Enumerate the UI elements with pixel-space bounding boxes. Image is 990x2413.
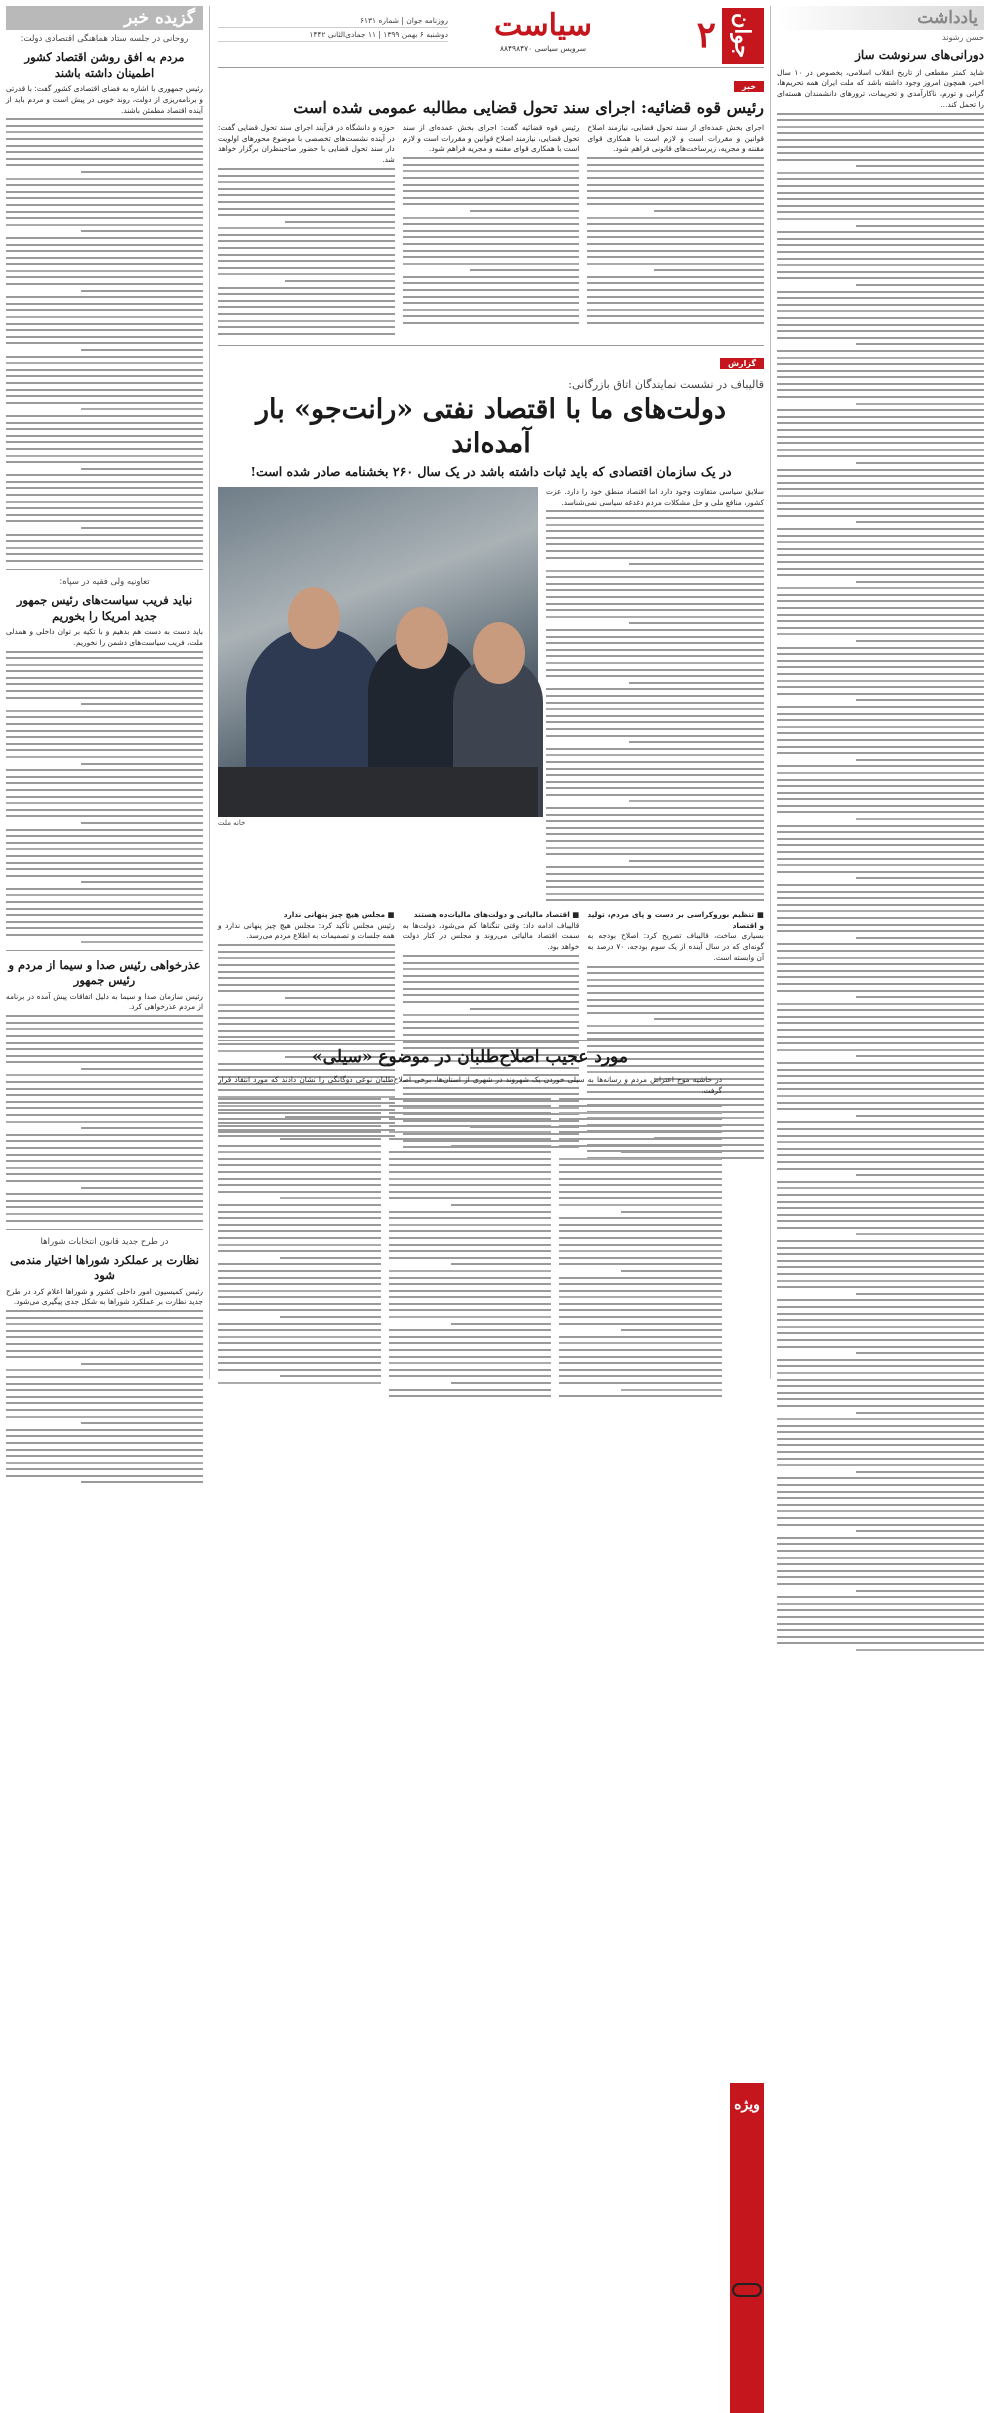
right-headline[interactable]: دورانی‌های سرنوشت ساز [855,48,984,62]
story1-col3-filler [218,168,395,335]
story2-headline[interactable]: دولت‌های ما با اقتصاد نفتی «رانت‌جو» بار آمده‌اند [255,394,726,460]
masthead [218,6,764,68]
news2-filler [6,651,203,943]
story2-body-c: رئیس مجلس تأکید کرد: مجلس هیچ چیز پنهانی ندارد و همه جلسات و تصمیمات به اطلاع مردم می‌رسد. [217,920,395,941]
news4-kicker: در طرح جدید قانون انتخابات شوراها [40,1236,169,1247]
news2-headline[interactable]: نباید فریب سیاست‌های رئیس جمهور جدید امریکا را بخوریم [16,593,193,623]
section-title-block [453,8,633,53]
newspaper-logo[interactable]: جوان [722,8,764,64]
news4-body: رئیس کمیسیون امور داخلی کشور و شوراها اعلام کرد در طرح جدید نظارت بر عملکرد شوراها به شکل جدی پیگیری می‌شود. [6,1286,203,1307]
news4-filler [6,1310,203,1483]
story2-subhead-c: ■ مجلس هیچ چیز پنهانی ندارد [283,909,395,919]
story3-body: در حاشیه موج اعتراض مردم و رسانه‌ها به سیلی خوردن یک شهروند در شهری از استان‌ها، برخی اصلاح‌طلبان نوعی دوگانگی را نشان دادند که مورد انتقاد قرار گرفت. [218,1075,722,1095]
news3-headline[interactable]: عذرخواهی رئیس صدا و سیما از مردم و رئیس جمهور [8,957,201,988]
story2-subhead-b: ■ اقتصاد مالیاتی و دولت‌های مالیات‌ده هستند [413,909,580,919]
story2-top-row [218,487,764,906]
news1-kicker: روحانی در جلسه ستاد هماهنگی اقتصادی دولت: [20,34,189,44]
story2-body-filler [546,510,764,901]
story2-body-a: بسیاری ساخت، قالیباف تصریح کرد: اصلاح بودجه به گونه‌ای که در سال آینده از یک سوم بودجه، ۷۰ درصد به آن وابسته است. [587,931,764,962]
left-column [6,6,210,1379]
divider [6,1229,203,1230]
center-column [217,6,764,2113]
service-line: سرویس سیاسی ۸۸۴۹۸۴۷۰ [499,44,587,53]
story1-col1-filler [587,157,764,324]
story2-tag: گزارش [720,358,764,369]
story1-col2-filler [403,157,580,324]
story1-tag: خبر [734,81,764,92]
news1-headline[interactable]: مردم به افق روشن اقتصاد کشور اطمینان داشته باشند [24,50,185,80]
news4-headline[interactable]: نظارت بر عملکرد شوراها اختیار مندمی شود [10,1252,199,1283]
issue-line: روزنامه جوان | شماره ۶۱۳۱ [218,14,448,28]
story1-col1: اجرای بخش عمده‌ای از سند تحول قضایی، نیازمند اصلاح قوانین و مقررات است و لازم است با همکاری قوای مقننه و مجریه، زیرساخت‌های قانونی فراهم شود. [587,123,764,154]
right-byline: حسن رشوند [942,33,984,42]
story2-kicker: قالیباف در نشست نمایندگان اتاق بازرگانی: [568,378,764,392]
right-body: شاید کمتر مقطعی از تاریخ انقلاب اسلامی، بخصوص در ۱۰ سال اخیر، همچون امروز وجود داشته باشد که ملت ایران همه تحریم‌ها، گرانی و تورم، ناکارآمدی و تحریمات، ترورهای دانشمندان هسته‌ای را تحمل کند... [777,67,984,109]
story1-col2: رئیس قوه قضائیه گفت: اجرای بخش عمده‌ای از سند تحول قضایی، نیازمند اصلاح قوانین و مقررات است و لازم است با همکاری قوای مقننه و مجریه فراهم شود. [402,123,580,154]
story-judiciary [218,74,764,339]
page-number: ۲ [696,14,716,56]
photo-credit: خانه ملت [218,818,246,827]
glasses-icon [732,2283,762,2297]
story2-subhead: در یک سازمان اقتصادی که باید ثبات داشته باشد در یک سال ۲۶۰ بخشنامه صادر شده است! [250,463,732,479]
right-column [770,6,984,1379]
news1-filler [6,118,203,562]
date-line: دوشنبه ۶ بهمن ۱۳۹۹ | ۱۱ جمادی‌الثانی ۱۴۴۲ [218,28,448,42]
divider [6,950,203,951]
news3-filler [6,1015,203,1221]
special-badge [730,2083,764,2413]
section-title: سیاست [494,8,592,43]
news2-body: باید دست به دست هم بدهیم و با تکیه بر توان داخلی و همدلی ملت، فریب سیاست‌های دشمن را نخوریم. [6,627,203,647]
meeting-photo[interactable] [218,487,538,817]
news2-kicker: تعاونیه ولی فقیه در سپاه: [59,577,150,588]
story2-body-b: قالیباف ادامه داد: وقتی تنگنا‌ها کم می‌شود، دولت‌ها به سمت اقتصاد مالیاتی می‌روند و مجلس در کنار دولت خواهد بود. [402,920,580,952]
right-body-filler [777,113,984,1651]
news3-body: رئیس سازمان صدا و سیما به دلیل اتفاقات پیش آمده در برنامه از مردم عذرخواهی کرد. [6,991,203,1012]
story2-subhead-a: ■ تنظیم بوروکراسی بر دست و پای مردم، تولید و اقتصاد [587,909,764,930]
divider [6,569,203,570]
story1-columns [218,123,764,339]
issue-meta [218,14,448,42]
story3-headline[interactable]: مورد عجیب اصلاح‌طلبان در موضوع «سیلی» [312,1047,628,1067]
story3-filler [218,1098,722,1397]
story2-body: سلایق سیاسی متفاوت وجود دارد اما اقتصاد منطق خود را دارد. عزت کشور، منافع ملی و حل مشکلات مردم دغدغه سیاسی نمی‌شناسد. [546,486,764,507]
story1-col3: حوزه و دانشگاه در فرآیند اجرای سند تحول قضایی گفت: در آینده نشست‌های تخصصی با موضوع محورهای اولویت دار سند تحول قضایی با حضور صاحبنظران برگزار خواهد شد. [217,123,395,165]
story1-headline[interactable]: رئیس قوه قضائیه: اجرای سند تحول قضایی مطالبه عمومی شده است [293,98,764,117]
left-section-banner: گزیده خبر [6,6,203,30]
right-section-banner: یادداشت [777,6,984,30]
special-label: ویژه [734,2097,760,2113]
news1-body: رئیس جمهوری با اشاره به فضای اقتصادی کشور گفت: با قدرتی و برنامه‌ریزی از دولت، روند خوبی در پیش است و مردم باید از آینده اقتصاد مطمئن باشند. [6,84,203,115]
story-sily [218,1040,764,2113]
